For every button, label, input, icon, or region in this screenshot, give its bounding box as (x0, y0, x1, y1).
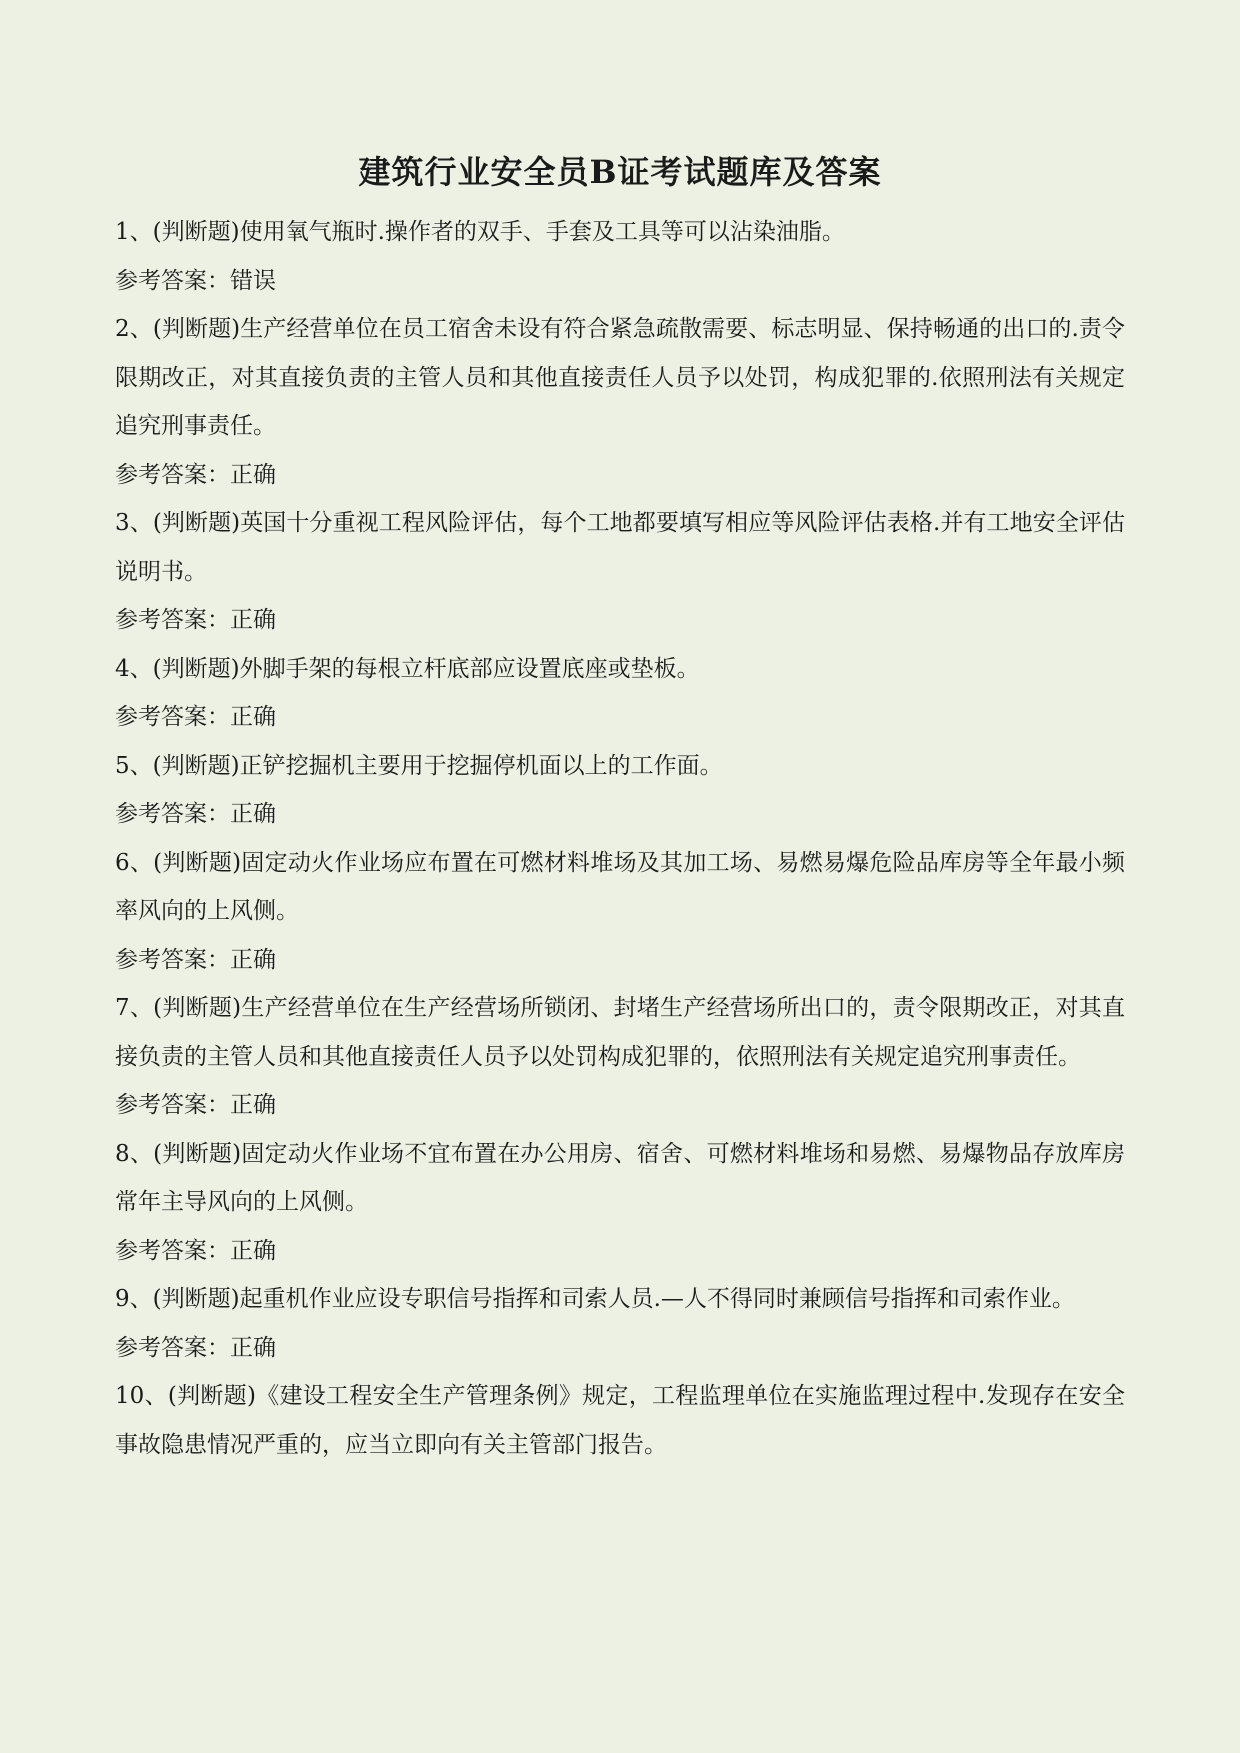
answer-3: 参考答案：正确 (115, 607, 276, 633)
question-1: 1、(判断题)使用氧气瓶时.操作者的双手、手套及工具等可以沾染油脂。 (115, 219, 845, 245)
answer-8: 参考答案：正确 (115, 1237, 276, 1264)
question-4: 4、(判断题)外脚手架的每根立杆底部应设置底座或垫板。 (115, 655, 700, 682)
answer-2: 参考答案：正确 (115, 461, 276, 488)
question-8: 8、(判断题)固定动火作业场不宜布置在办公用房、宿舍、可燃材料堆场和易燃、易爆物品存放库房常年主导风向的上风侧。 (115, 1140, 1125, 1215)
answer-1: 参考答案：错误 (115, 267, 276, 294)
answer-4: 参考答案：正确 (115, 704, 276, 730)
question-6: 6、(判断题)固定动火作业场应布置在可燃材料堆场及其加工场、易燃易爆危险品库房等全年最小频率风向的上风侧。 (115, 849, 1125, 924)
question-5: 5、(判断题)正铲挖掘机主要用于挖掘停机面以上的工作面。 (115, 752, 723, 779)
answer-5: 参考答案：正确 (115, 801, 276, 827)
question-10: 10、(判断题)《建设工程安全生产管理条例》规定，工程监理单位在实施监理过程中.发现存在安全事故隐患情况严重的，应当立即向有关主管部门报告。 (115, 1383, 1125, 1458)
answer-9: 参考答案：正确 (115, 1334, 276, 1361)
answer-6: 参考答案：正确 (115, 946, 276, 973)
question-2: 2、(判断题)生产经营单位在员工宿舍未设有符合紧急疏散需要、标志明显、保持畅通的出口的.责令限期改正，对其直接负责的主管人员和其他直接责任人员予以处罚，构成犯罪的.依照刑法有关规定追究刑事责任。 (115, 316, 1125, 439)
answer-7: 参考答案：正确 (115, 1092, 276, 1118)
question-list (115, 208, 1125, 1469)
document-title: 建筑行业安全员B证考试题库及答案 (358, 153, 882, 191)
question-3: 3、(判断题)英国十分重视工程风险评估，每个工地都要填写相应等风险评估表格.并有工地安全评估说明书。 (115, 510, 1125, 585)
question-9: 9、(判断题)起重机作业应设专职信号指挥和司索人员.—人不得同时兼顾信号指挥和司索作业。 (115, 1286, 1075, 1312)
question-7: 7、(判断题)生产经营单位在生产经营场所锁闭、封堵生产经营场所出口的，责令限期改正，对其直接负责的主管人员和其他直接责任人员予以处罚构成犯罪的，依照刑法有关规定追究刑事责任。 (115, 995, 1125, 1070)
